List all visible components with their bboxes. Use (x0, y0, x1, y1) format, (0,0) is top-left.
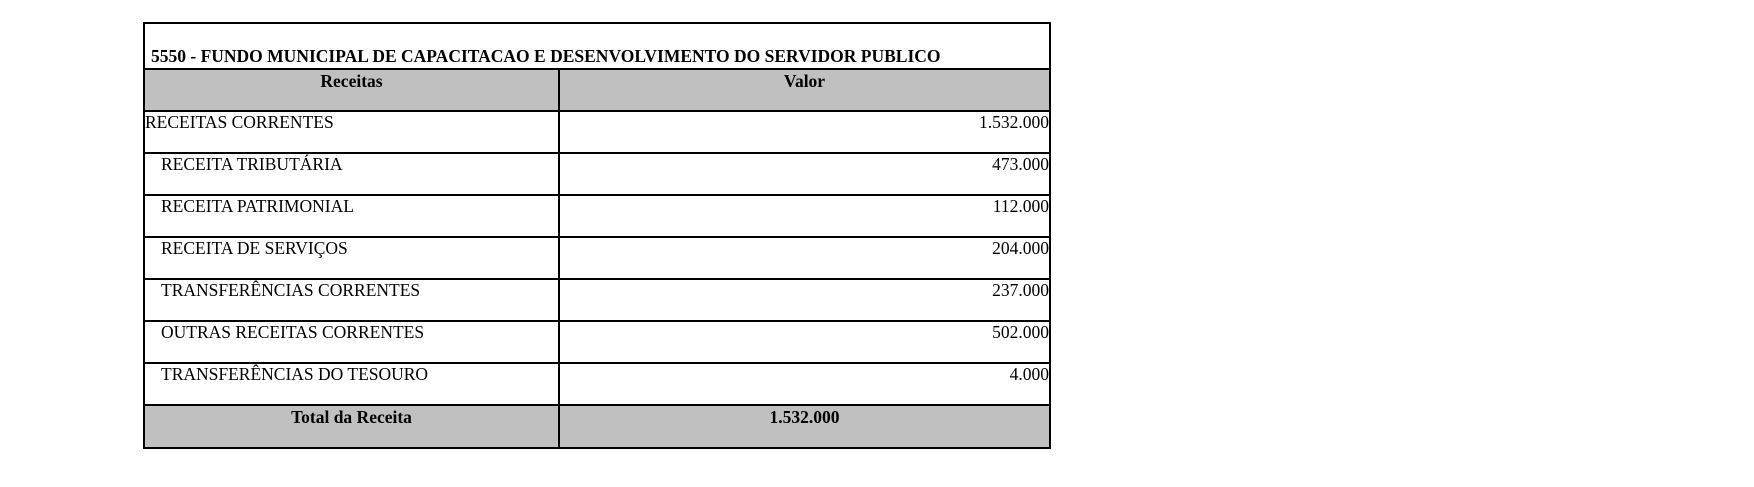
row-label: TRANSFERÊNCIAS DO TESOURO (145, 363, 559, 405)
row-label: TRANSFERÊNCIAS CORRENTES (145, 279, 559, 321)
table-row (145, 153, 1049, 195)
column-header-receitas: Receitas (145, 69, 559, 111)
table-row (145, 111, 1049, 153)
total-value: 1.532.000 (559, 405, 1049, 447)
table-header-row (145, 69, 1049, 111)
row-label: RECEITA DE SERVIÇOS (145, 237, 559, 279)
row-value: 1.532.000 (559, 111, 1049, 153)
row-label: RECEITA TRIBUTÁRIA (145, 153, 559, 195)
row-label: OUTRAS RECEITAS CORRENTES (145, 321, 559, 363)
table-row (145, 363, 1049, 405)
row-label: RECEITA PATRIMONIAL (145, 195, 559, 237)
column-header-valor: Valor (559, 69, 1049, 111)
row-value: 112.000 (559, 195, 1049, 237)
row-value: 237.000 (559, 279, 1049, 321)
row-value: 204.000 (559, 237, 1049, 279)
row-value: 473.000 (559, 153, 1049, 195)
revenue-report (143, 22, 1051, 449)
revenue-table (145, 68, 1049, 447)
row-value: 502.000 (559, 321, 1049, 363)
row-value: 4.000 (559, 363, 1049, 405)
report-title: 5550 - FUNDO MUNICIPAL DE CAPACITACAO E DESENVOLVIMENTO DO SERVIDOR PUBLICO (151, 46, 941, 66)
table-row (145, 237, 1049, 279)
total-row (145, 405, 1049, 447)
total-label: Total da Receita (145, 405, 559, 447)
table-row (145, 195, 1049, 237)
table-row (145, 321, 1049, 363)
table-row (145, 279, 1049, 321)
row-label: RECEITAS CORRENTES (145, 111, 559, 153)
